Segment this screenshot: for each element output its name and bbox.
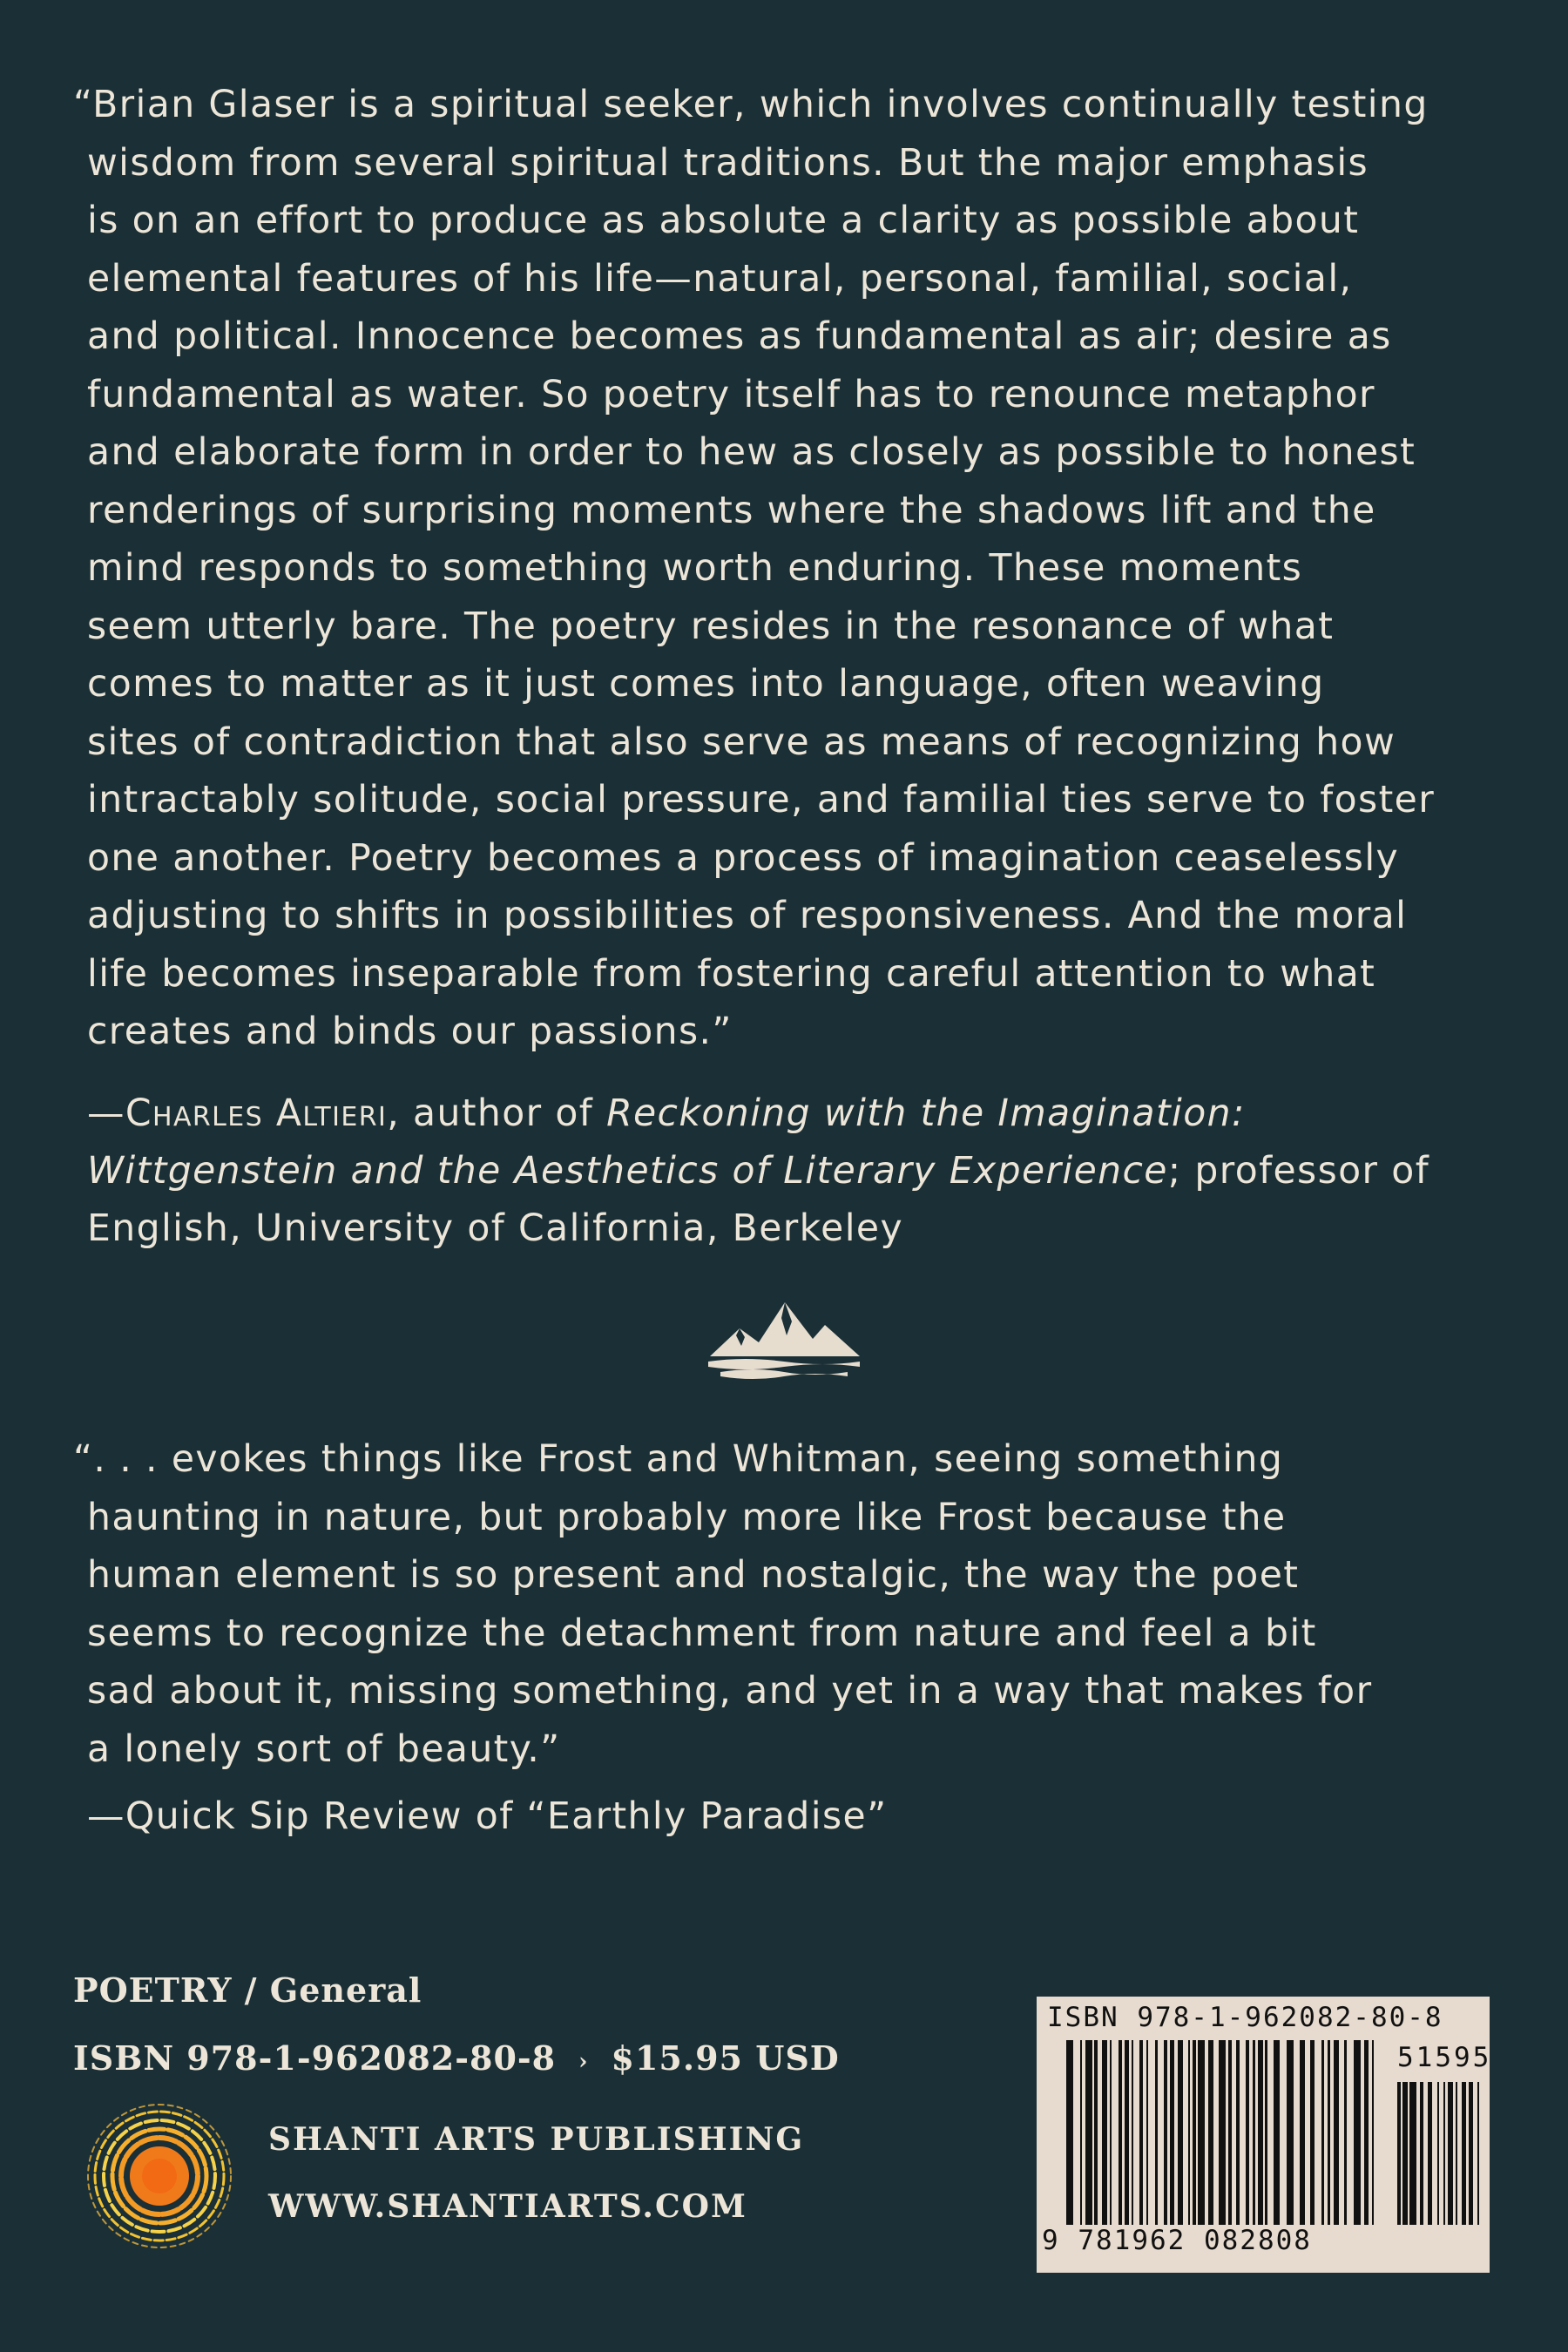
barcode-bar <box>1188 2040 1190 2225</box>
barcode-bar <box>1236 2040 1240 2225</box>
barcode-bar <box>1178 2040 1183 2225</box>
barcode-bar <box>1477 2082 1479 2225</box>
quote-line: wisdom from several spiritual traditions. But the major emphasis <box>87 141 1369 185</box>
barcode-bar <box>1469 2082 1473 2225</box>
barcode-isbn-label: ISBN 978-1-962082-80-8 <box>1047 2002 1443 2033</box>
book-title: Reckoning with the Imagination: Wittgenstein and the Aesthetics of Literary Experience <box>87 1092 1246 1193</box>
quote-line: and elaborate form in order to hew as closely as possible to honest <box>87 431 1416 474</box>
barcode-bar <box>1119 2040 1122 2225</box>
barcode-bar <box>1066 2040 1073 2225</box>
isbn-price-line <box>73 2038 840 2078</box>
quote-line: life becomes inseparable from fostering careful attention to what <box>87 952 1376 996</box>
isbn-text: ISBN 978-1-962082-80-8 <box>73 2038 557 2078</box>
sun-swirl-logo <box>81 2098 238 2254</box>
quote-line: comes to matter as it just comes into language, often weaving <box>87 663 1325 706</box>
quote-line: mind responds to something worth enduring. These moments <box>87 547 1303 590</box>
quote-line: renderings of surprising moments where the shadows lift and the <box>87 489 1376 532</box>
barcode-bar <box>1125 2040 1129 2225</box>
barcode-bar <box>1328 2040 1330 2225</box>
barcode-bar <box>1198 2040 1205 2225</box>
barcode-bar <box>1246 2040 1249 2225</box>
barcode-bar <box>1287 2040 1294 2225</box>
quote-line: “. . . evokes things like Frost and Whitman, seeing something <box>73 1438 1284 1481</box>
barcode-bar <box>1372 2040 1374 2225</box>
attribution-name: Charles Altieri <box>125 1092 388 1135</box>
barcode-bar <box>1155 2040 1158 2225</box>
barcode-bar <box>1397 2082 1401 2225</box>
barcode-bar <box>1085 2040 1092 2225</box>
barcode-bar <box>1420 2082 1423 2225</box>
barcode-bar <box>1080 2040 1082 2225</box>
mountains-over-water-icon <box>701 1292 867 1388</box>
barcode-bar <box>1146 2040 1148 2225</box>
barcode-bar <box>1456 2082 1457 2225</box>
barcode-bar <box>1321 2040 1324 2225</box>
barcode-bar <box>1170 2040 1174 2225</box>
altieri-quote <box>73 77 1481 1062</box>
publisher-website[interactable]: WWW.SHANTIARTS.COM <box>268 2188 747 2225</box>
review-quote <box>73 1431 1481 1779</box>
review-attribution: —Quick Sip Review of “Earthly Paradise” <box>87 1795 888 1838</box>
barcode-bar <box>1102 2040 1107 2225</box>
quote-line: sites of contradiction that also serve as means of recognizing how <box>87 720 1396 764</box>
barcode-bar <box>1094 2040 1098 2225</box>
attribution-text: , author of <box>387 1092 607 1135</box>
price-text: $15.95 USD <box>611 2038 840 2078</box>
barcode-bar <box>1132 2040 1133 2225</box>
barcode-bar <box>1219 2040 1226 2225</box>
barcode-bar <box>1164 2040 1167 2225</box>
quote-line: seems to recognize the detachment from nature and feel a bit <box>87 1612 1317 1655</box>
barcode-bar <box>1310 2040 1315 2225</box>
barcode-bar <box>1354 2040 1361 2225</box>
quote-line: a lonely sort of beauty.” <box>87 1727 561 1771</box>
barcode-bar <box>1428 2082 1432 2225</box>
quote-line: elemental features of his life—natural, personal, familial, social, <box>87 257 1353 301</box>
barcode-bar <box>1443 2082 1445 2225</box>
quote-line: one another. Poetry becomes a process of imagination ceaselessly <box>87 836 1400 880</box>
barcode-bar <box>1139 2040 1143 2225</box>
quote-line: adjusting to shifts in possibilities of responsiveness. And the moral <box>87 895 1408 937</box>
quote-line: creates and binds our passions.” <box>87 1010 733 1053</box>
barcode-bar <box>1437 2082 1439 2225</box>
barcode-bar <box>1193 2040 1196 2225</box>
isbn-barcode <box>1037 1997 1490 2273</box>
quote-line: seem utterly bare. The poetry resides in the resonance of what <box>87 605 1335 648</box>
barcode-bar <box>1258 2040 1263 2225</box>
attribution-dash: — <box>87 1092 125 1135</box>
altieri-attribution <box>87 1085 1481 1258</box>
barcode-bar <box>1448 2082 1453 2225</box>
barcode-bar <box>1402 2082 1408 2225</box>
quote-line: fundamental as water. So poetry itself has to renounce metaphor <box>87 373 1375 416</box>
quote-line: “Brian Glaser is a spiritual seeker, which involves continually testing <box>73 84 1429 126</box>
barcode-bar <box>1253 2040 1255 2225</box>
barcode-bar <box>1274 2040 1280 2225</box>
quote-line: is on an effort to produce as absolute a clarity as possible about <box>87 199 1360 242</box>
barcode-bar <box>1462 2082 1466 2225</box>
barcode-bar <box>1334 2040 1339 2225</box>
publisher-name: SHANTI ARTS PUBLISHING <box>268 2121 805 2158</box>
quote-line: and political. Innocence becomes as fundamental as air; desire as <box>87 315 1392 358</box>
quote-line: sad about it, missing something, and yet in a way that makes for <box>87 1670 1373 1713</box>
category-label: POETRY / General <box>73 1970 422 2010</box>
barcode-bar <box>1110 2040 1112 2225</box>
barcode-bar <box>1409 2082 1416 2225</box>
barcode-bar <box>1228 2040 1232 2225</box>
barcode-bar <box>1208 2040 1213 2225</box>
barcode-bar <box>1344 2040 1347 2225</box>
quote-line: intractably solitude, social pressure, and familial ties serve to foster <box>87 779 1436 821</box>
barcode-bar <box>1300 2040 1305 2225</box>
separator: › <box>578 2048 589 2075</box>
barcode-bar <box>1265 2040 1267 2225</box>
barcode-price-code: 51595 <box>1397 2042 1492 2073</box>
quote-line: haunting in nature, but probably more like Frost because the <box>87 1496 1287 1539</box>
barcode-bar <box>1364 2040 1369 2225</box>
barcode-digits: 9 781962 082808 <box>1042 2225 1312 2256</box>
quote-line: human element is so present and nostalgic, the way the poet <box>87 1554 1300 1597</box>
attribution-affiliation: ; professor of English, University of California, Berkeley <box>87 1150 1430 1250</box>
